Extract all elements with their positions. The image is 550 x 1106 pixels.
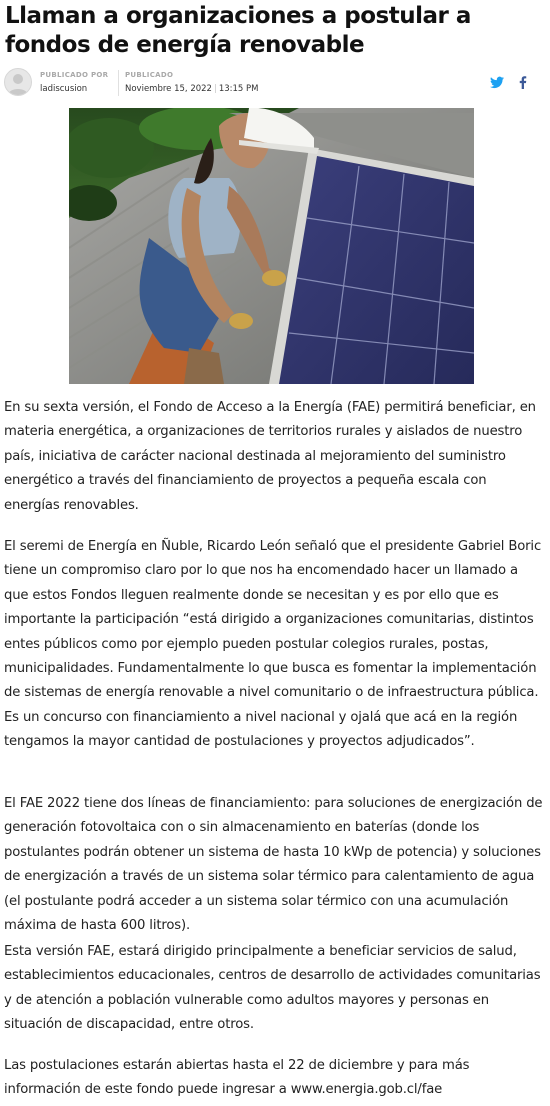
author-label: PUBLICADO POR: [40, 71, 109, 79]
publish-time: 13:15 PM: [218, 84, 259, 94]
article-meta: [4, 68, 546, 98]
publish-label: PUBLICADO: [125, 71, 174, 79]
article-paragraph: En su sexta versión, el Fondo de Acceso a la Energía (FAE) permitirá beneficiar, en materia energética, a organizaciones de territorios rurales y aislados de nuestro país, iniciativa de carácter nacional destinada al mejoramiento del suministro energético a través del financiamiento de proyectos a pequeña escala con energías renovables.: [4, 400, 536, 513]
twitter-share-button[interactable]: [490, 74, 504, 88]
article-paragraph: El seremi de Energía en Ñuble, Ricardo León señaló que el presidente Gabriel Boric tiene un compromiso claro por lo que nos ha encomendado hacer un llamado a que estos Fondos lleguen realmente donde se necesitan y es por ello que es importante la participación “está dirigido a organizaciones comunitarias, distintos entes públicos como por ejemplo pueden postular colegios rurales, postas, municipalidades. Fundamentalmente lo que busca es fomentar la implementación de sistemas de energía renovable a nivel comunitario o de infraestructura pública. Es un concurso con financiamiento a nivel nacional y ojalá que acá en la región tengamos la mayor cantidad de postulaciones y proyectos adjudicados”.: [4, 539, 542, 750]
article-paragraph: Esta versión FAE, estará dirigido principalmente a beneficiar servicios de salud, establecimientos educacionales, centros de desarrollo de actividades comunitarias y de atención a población vulnerable como adultos mayores y personas en situación de discapacidad, entre otros.: [4, 944, 541, 1033]
facebook-icon: [519, 76, 527, 89]
hero-image: [69, 108, 474, 384]
article-paragraph: El FAE 2022 tiene dos líneas de financiamiento: para soluciones de energización de generación fotovoltaica con o sin almacenamiento en baterías (donde los postulantes podrán obtener un sistema de hasta 10 kWp de potencia) y soluciones de energización a través de un sistema solar térmico para calentamiento de agua (el postulante podrá acceder a un sistema solar térmico con una acumulación máxima de hasta 600 litros).: [4, 796, 543, 934]
solar-panel-installer-photo: [69, 108, 474, 384]
twitter-icon: [490, 76, 504, 89]
date-time-separator: |: [213, 84, 217, 94]
author-block: [40, 70, 108, 96]
article-paragraph: Las postulaciones estarán abiertas hasta el 22 de diciembre y para más información de este fondo puede ingresar a www.energia.gob.cl/fae: [4, 1058, 470, 1098]
article-title: Llaman a organizaciones a postular a fondos de energía renovable: [5, 3, 471, 58]
publish-block: [118, 70, 259, 96]
user-avatar-icon: [5, 69, 31, 95]
publish-datetime: [125, 83, 259, 96]
facebook-share-button[interactable]: [519, 74, 527, 88]
publish-date: Noviembre 15, 2022: [125, 84, 212, 94]
author-name[interactable]: ladiscusion: [40, 84, 88, 94]
author-avatar[interactable]: [4, 68, 32, 96]
